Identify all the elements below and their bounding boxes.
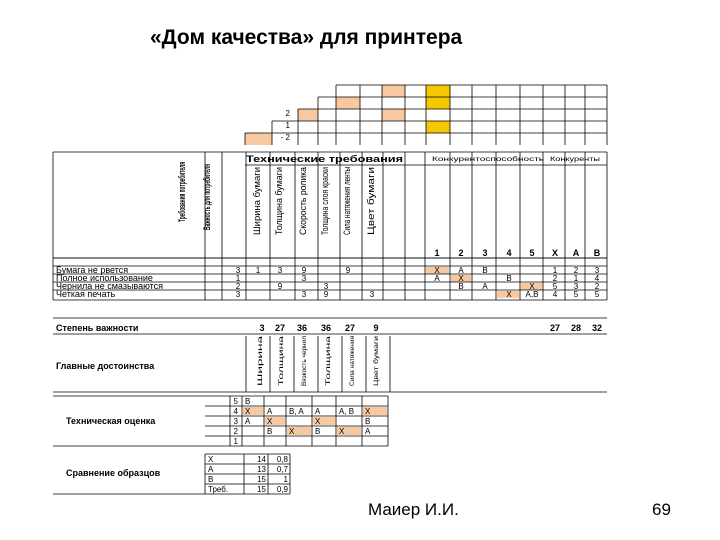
eval-scale: 4 — [233, 407, 238, 416]
degree-value: 36 — [320, 323, 332, 333]
competitiveness-mark: A,B — [525, 290, 539, 299]
roof-scale-label: 1 — [285, 121, 290, 130]
competitiveness-mark: B — [506, 274, 512, 283]
eval-mark: B — [267, 427, 273, 436]
advantages-label: Главные достоинства — [56, 361, 155, 371]
comparison-value-2: 0,9 — [276, 485, 288, 494]
requirement-importance: 2 — [235, 282, 241, 291]
degree-total: 28 — [570, 323, 582, 333]
comparison-sample: B — [208, 475, 214, 484]
requirement-name: Бумага не рвется — [56, 265, 129, 275]
rating-column-header: 4 — [506, 248, 512, 258]
comparison-value-1: 14 — [257, 455, 266, 464]
relationship-value: 3 — [301, 274, 307, 283]
rating-column-header: X — [551, 248, 559, 258]
advantage-item: Цвет бумаги — [374, 351, 380, 386]
degree-value: 3 — [259, 323, 265, 333]
relationship-value: 9 — [301, 266, 307, 275]
rating-column-header: A — [572, 248, 580, 258]
competitiveness-header: Конкурентоспособность — [432, 157, 544, 163]
tech-column-header: Сила натяжения ленты — [342, 137, 352, 235]
tech-column-header: Скорость ролика — [298, 164, 308, 235]
comparison-value-1: 15 — [257, 485, 266, 494]
roof-scale-label: 2 — [285, 109, 290, 118]
comparison-value-1: 15 — [257, 475, 266, 484]
competitor-score: 2 — [552, 274, 558, 283]
degree-value: 27 — [274, 323, 286, 333]
requirement-name: Полное использование — [56, 273, 153, 283]
competitiveness-mark: B — [458, 282, 464, 291]
competitor-score: 3 — [573, 282, 579, 291]
competitor-score: 5 — [594, 290, 600, 299]
competitiveness-mark: A — [434, 274, 440, 283]
comparison-value-1: 13 — [257, 465, 266, 474]
eval-scale: 5 — [233, 397, 238, 406]
eval-mark: X — [245, 407, 251, 416]
degree-value: 9 — [373, 323, 379, 333]
eval-mark: X — [315, 417, 321, 426]
rating-column-header: 5 — [529, 248, 535, 258]
competitor-score: 5 — [552, 282, 558, 291]
comparison-sample: A — [208, 465, 214, 474]
rating-column-header: 2 — [458, 248, 464, 258]
relationship-value: 3 — [301, 290, 307, 299]
competitor-score: 1 — [573, 274, 579, 283]
tech-column-header: Ширина бумаги — [252, 170, 262, 235]
roof-cell — [336, 97, 360, 109]
slide-title: «Дом качества» для принтера — [150, 26, 463, 49]
competitor-score: 4 — [552, 290, 558, 299]
footer-author: Маиер И.И. — [368, 500, 459, 519]
advantage-item: Толщина — [279, 361, 285, 386]
rating-column-header: B — [593, 248, 601, 258]
advantage-item: Вязкость чернил — [302, 339, 308, 386]
eval-mark: B — [245, 397, 251, 406]
comparison-sample: X — [208, 455, 214, 464]
roof-cell — [426, 121, 450, 133]
eval-mark: A — [267, 407, 273, 416]
requirement-importance: 3 — [235, 266, 241, 275]
competitiveness-mark: X — [458, 274, 464, 283]
tech-column-header: Толщина слоя краски — [320, 145, 330, 235]
competitiveness-mark: B — [482, 266, 488, 275]
tech-requirements-header: Технические требования — [246, 154, 403, 164]
eval-scale: 1 — [233, 437, 238, 446]
tech-column-header: Цвет бумаги — [366, 183, 376, 235]
rating-column-header: 1 — [434, 248, 440, 258]
requirement-name: Четкая печать — [56, 289, 116, 299]
customer-requirements-header: Требования потребителя — [177, 109, 187, 222]
relationship-value: 3 — [277, 266, 283, 275]
page-number: 69 — [652, 500, 671, 519]
comparison-label: Сравнение образцов — [66, 468, 161, 478]
roof-cell — [382, 85, 405, 97]
eval-mark: X — [289, 427, 295, 436]
tech-eval-label: Техническая оценка — [66, 416, 156, 426]
relationship-value: 9 — [345, 266, 351, 275]
comparison-value-2: 0,7 — [276, 465, 288, 474]
relationship-value: 3 — [369, 290, 375, 299]
requirement-name: Чернила не смазываются — [56, 281, 164, 291]
roof-cell — [298, 109, 318, 121]
eval-mark: X — [267, 417, 273, 426]
rating-column-header: 3 — [482, 248, 488, 258]
eval-mark: A — [315, 407, 321, 416]
roof-scale-label: - 2 — [280, 133, 290, 142]
competitor-score: 3 — [594, 266, 600, 275]
eval-mark: B, A — [289, 407, 304, 416]
eval-mark: B — [365, 417, 371, 426]
tech-column-header: Толщина бумаги — [274, 166, 284, 235]
comparison-value-2: 1 — [283, 475, 288, 484]
advantage-item: Ширина — [258, 363, 264, 386]
competitiveness-mark: X — [434, 266, 440, 275]
eval-mark: X — [339, 427, 345, 436]
eval-mark: A — [245, 417, 251, 426]
advantage-item: Сила натяжения — [350, 340, 356, 386]
eval-scale: 2 — [233, 427, 238, 436]
roof-cell — [426, 97, 450, 109]
degree-total: 27 — [549, 323, 561, 333]
roof-cell — [382, 109, 405, 121]
competitiveness-mark: A — [482, 282, 488, 291]
relationship-value: 3 — [323, 282, 329, 291]
requirement-importance: 3 — [235, 290, 241, 299]
comparison-value-2: 0,8 — [276, 455, 288, 464]
degree-value: 27 — [344, 323, 356, 333]
competitor-score: 2 — [594, 282, 600, 291]
degree-total: 32 — [591, 323, 603, 333]
relationship-value: 9 — [277, 282, 283, 291]
comparison-sample: Треб. — [208, 485, 229, 494]
competitiveness-mark: A — [458, 266, 464, 275]
eval-scale: 3 — [233, 417, 238, 426]
relationship-value: 9 — [323, 290, 329, 299]
competitiveness-mark: X — [529, 282, 535, 291]
competitor-score: 2 — [573, 266, 579, 275]
roof-cell — [426, 85, 450, 97]
eval-mark: B — [315, 427, 321, 436]
competitors-header: Конкуренты — [550, 157, 600, 163]
degree-value: 36 — [296, 323, 308, 333]
eval-mark: A — [365, 427, 371, 436]
customer-importance-header: Важность для потребителя — [202, 107, 212, 230]
advantage-item: Толщина — [326, 361, 332, 386]
competitiveness-mark: X — [506, 290, 512, 299]
roof-cell — [245, 133, 272, 145]
eval-mark: A, B — [339, 407, 355, 416]
eval-mark: X — [365, 407, 371, 416]
requirement-importance: 1 — [235, 274, 241, 283]
competitor-score: 1 — [552, 266, 558, 275]
competitor-score: 4 — [594, 274, 600, 283]
competitor-score: 5 — [573, 290, 579, 299]
relationship-value: 1 — [255, 266, 261, 275]
degree-label: Степень важности — [56, 323, 139, 333]
